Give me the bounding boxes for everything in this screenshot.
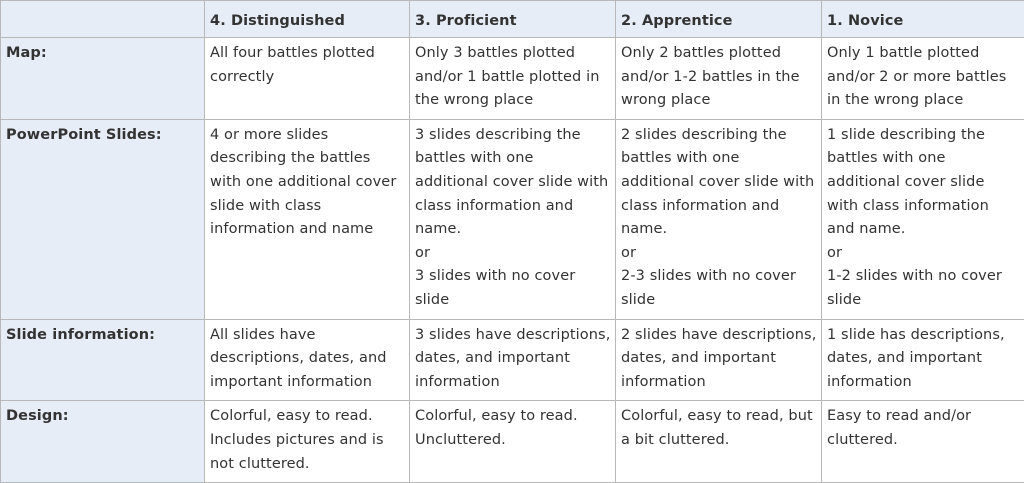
cell-text: 2 slides have descriptions, dates, and important information bbox=[621, 326, 817, 390]
cell-text: Only 1 battle plotted and/or 2 or more battles in the wrong place bbox=[827, 45, 1007, 109]
row-label-design: Design: bbox=[1, 401, 205, 483]
cell-text: 2 slides describing the battles with one additional cover slide with class information and name. bbox=[621, 126, 815, 238]
table-row bbox=[1, 38, 1024, 120]
cell-text: Colorful, easy to read, but a bit cluttered. bbox=[621, 408, 813, 448]
cell-or-text: or bbox=[827, 244, 843, 261]
cell-text: Easy to read and/or cluttered. bbox=[827, 408, 972, 448]
table-cell bbox=[616, 38, 822, 120]
cell-text: 2-3 slides with no cover slide bbox=[621, 268, 796, 308]
table-cell bbox=[616, 319, 822, 401]
table-cell bbox=[410, 38, 616, 120]
table-cell bbox=[205, 38, 410, 120]
table-cell bbox=[822, 319, 1024, 401]
cell-text: All slides have descriptions, dates, and important information bbox=[210, 326, 387, 390]
cell-text: 1 slide has descriptions, dates, and important information bbox=[827, 326, 1005, 390]
table-cell bbox=[205, 319, 410, 401]
cell-text: 1 slide describing the battles with one additional cover slide with class information and name. bbox=[827, 126, 989, 238]
cell-text: 4 or more slides describing the battles with one additional cover slide with class information and name bbox=[210, 126, 397, 238]
cell-text: Only 3 battles plotted and/or 1 battle plotted in the wrong place bbox=[415, 45, 600, 109]
cell-or-text: or bbox=[415, 244, 431, 261]
cell-text: 3 slides with no cover slide bbox=[415, 268, 576, 308]
header-row bbox=[1, 1, 1024, 38]
cell-text: Only 2 battles plotted and/or 1-2 battles in the wrong place bbox=[621, 45, 800, 109]
cell-or-text: or bbox=[621, 244, 637, 261]
cell-text: All four battles plotted correctly bbox=[210, 45, 375, 85]
cell-text: 3 slides have descriptions, dates, and important information bbox=[415, 326, 611, 390]
header-novice: 1. Novice bbox=[822, 1, 1024, 38]
header-corner bbox=[1, 1, 205, 38]
table-cell bbox=[205, 119, 410, 319]
table-cell bbox=[410, 401, 616, 483]
table-cell bbox=[205, 401, 410, 483]
rubric-body bbox=[1, 38, 1024, 483]
cell-text: Colorful, easy to read. Uncluttered. bbox=[415, 408, 578, 448]
table-cell bbox=[410, 119, 616, 319]
table-cell bbox=[410, 319, 616, 401]
table-row bbox=[1, 319, 1024, 401]
cell-text: Colorful, easy to read. Includes pictures and is not cluttered. bbox=[210, 408, 384, 472]
cell-text: 3 slides describing the battles with one additional cover slide with class information and name. bbox=[415, 126, 609, 238]
rubric-header bbox=[1, 1, 1024, 38]
header-proficient: 3. Proficient bbox=[410, 1, 616, 38]
row-label-slide-information: Slide information: bbox=[1, 319, 205, 401]
table-cell bbox=[822, 401, 1024, 483]
table-row bbox=[1, 119, 1024, 319]
header-distinguished: 4. Distinguished bbox=[205, 1, 410, 38]
table-row bbox=[1, 401, 1024, 483]
table-cell bbox=[822, 119, 1024, 319]
table-cell bbox=[616, 119, 822, 319]
cell-text: 1-2 slides with no cover slide bbox=[827, 268, 1002, 308]
header-apprentice: 2. Apprentice bbox=[616, 1, 822, 38]
table-cell bbox=[616, 401, 822, 483]
row-label-powerpoint-slides: PowerPoint Slides: bbox=[1, 119, 205, 319]
row-label-map: Map: bbox=[1, 38, 205, 120]
table-cell bbox=[822, 38, 1024, 120]
